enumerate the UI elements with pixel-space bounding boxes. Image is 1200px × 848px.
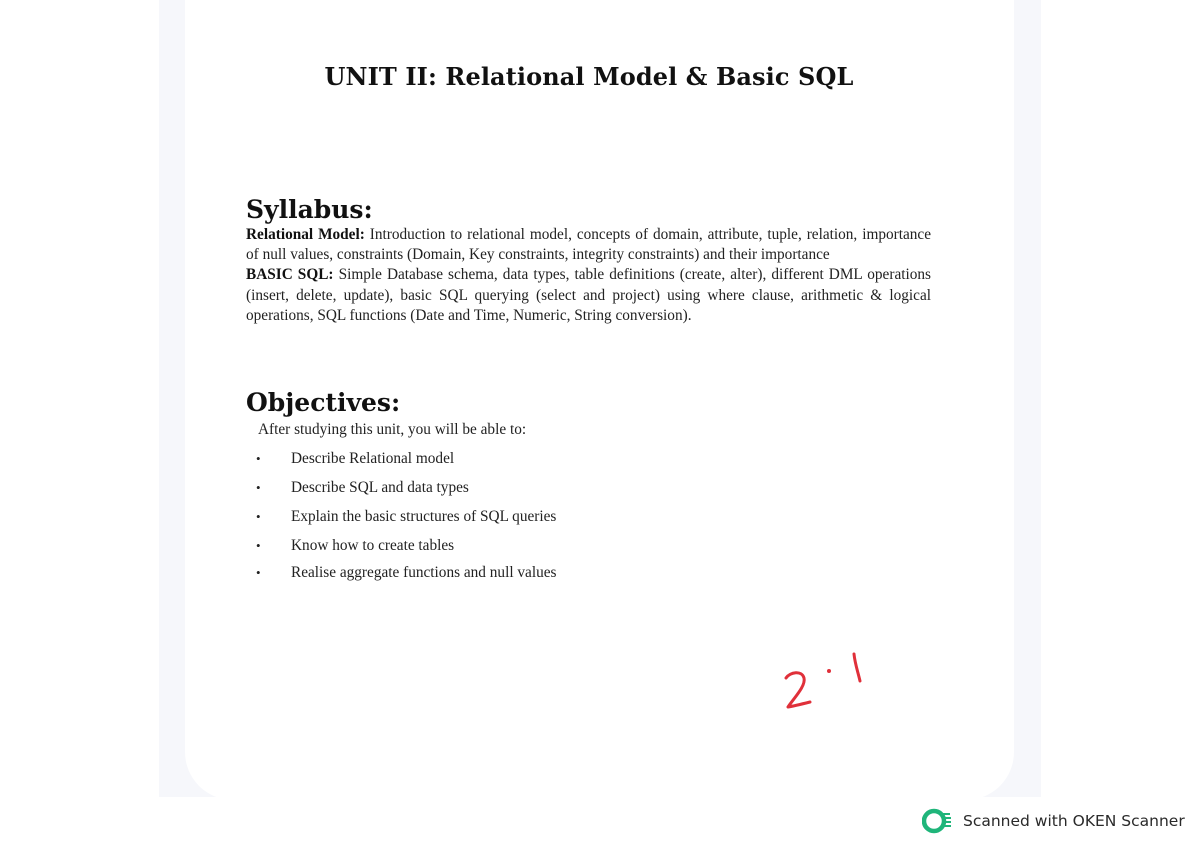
list-item — [256, 563, 557, 592]
objective-text: Describe Relational model — [291, 450, 455, 467]
syllabus-text-relational-model: Introduction to relational model, concepts of domain, attribute, tuple, relation, importance of null values, constraints (Domain, Key constraints, integrity constraints) and their importance — [246, 226, 931, 264]
bullet-icon: • — [256, 538, 261, 553]
objectives-list — [256, 449, 557, 592]
scanner-watermark — [922, 808, 1185, 834]
bullet-icon: • — [256, 565, 261, 580]
objective-text: Explain the basic structures of SQL queries — [291, 508, 557, 525]
page-title: UNIT II: Relational Model & Basic SQL — [324, 62, 854, 91]
objective-text: Describe SQL and data types — [291, 479, 469, 496]
syllabus-text-basic-sql: Simple Database schema, data types, table definitions (create, alter), different DML operations (insert, delete, update), basic SQL querying (select and project) using where clause, arithmetic & logical operations, SQL functions (Date and Time, Numeric, String conversion). — [246, 266, 931, 324]
syllabus-paragraph-basic-sql — [246, 265, 931, 326]
syllabus-paragraph-relational-model — [246, 225, 931, 265]
syllabus-lead-basic-sql: BASIC SQL: — [246, 266, 334, 284]
syllabus-lead-relational-model: Relational Model: — [246, 226, 365, 243]
scanner-label: Scanned with OKEN Scanner — [963, 812, 1185, 830]
objectives-intro: After studying this unit, you will be able to: — [258, 421, 527, 438]
handwritten-annotation — [780, 650, 870, 720]
bullet-icon: • — [256, 509, 261, 524]
list-item — [256, 536, 557, 563]
list-item — [256, 478, 557, 507]
list-item — [256, 507, 557, 536]
oken-scanner-logo-icon — [922, 808, 952, 834]
objectives-heading: Objectives: — [246, 388, 401, 417]
bullet-icon: • — [256, 451, 261, 466]
syllabus-heading: Syllabus: — [246, 195, 373, 224]
list-item — [256, 449, 557, 478]
syllabus-body — [246, 225, 931, 326]
bullet-icon: • — [256, 480, 261, 495]
objective-text: Know how to create tables — [291, 537, 455, 554]
objective-text: Realise aggregate functions and null values — [291, 564, 557, 581]
